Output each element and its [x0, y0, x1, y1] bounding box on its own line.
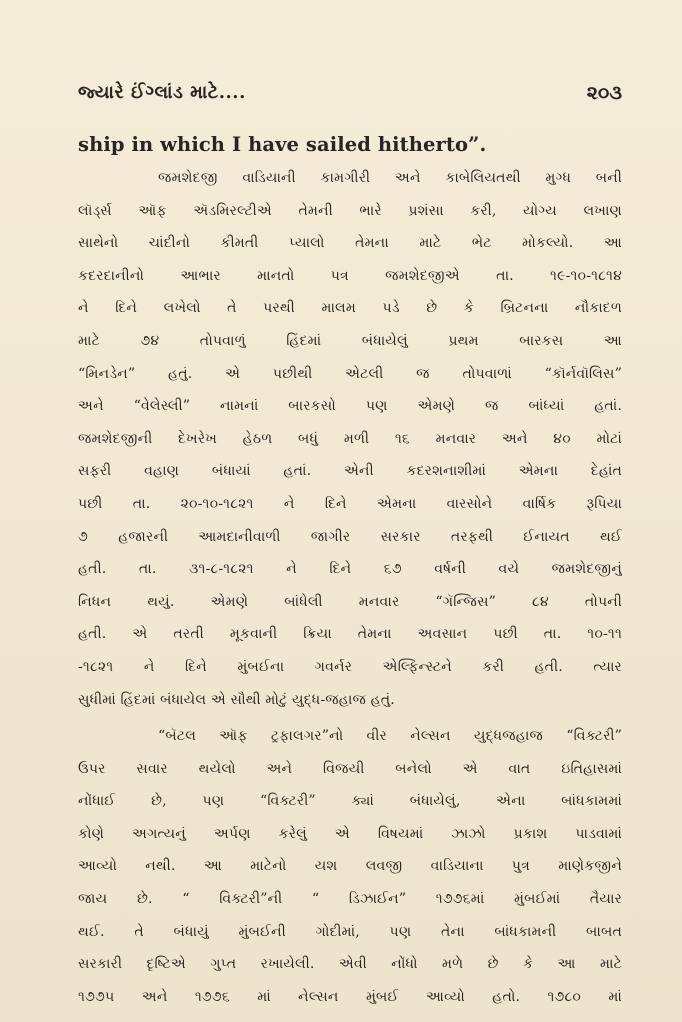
text-line: અને “વેલેસ્લી” નામનાં બારકસો પણ એમણે જ બાંધ્યાં હતાં. [78, 398, 622, 415]
text-line: -૧૮૨૧ ને દિને મુંબઈના ગવર્નર એલ્ફિન્સ્ટને કરી હતી. ત્યાર [78, 658, 622, 675]
text-line: ૧૭૭૫ અને ૧૭૭૬ માં નેલ્સન મુંબઈ આવ્યો હતો. ૧૭૮૦ માં [78, 988, 622, 1005]
text-line: જમશેદજી વાડિયાની કામગીરી અને કાબેલિયતથી મુગ્ધ બની [158, 170, 622, 186]
text-line: લૉર્ડ્સ ઑફ ઍડમિરલ્ટીએ તેમની ભારે પ્રશંસા કરી, યોગ્ય લખાણ [78, 202, 622, 219]
text-line: સાથેનો ચાંદીનો કીમતી પ્યાલો તેમના માટે ભેટ મોકલ્યો. આ [78, 235, 622, 252]
text-line: જાય છે. “ વિક્ટરી”ની “ ડિઝાઈન” ૧૭૭૬માં મુંબઈમાં તૈયાર [78, 891, 622, 908]
text-line: ઉપર સવાર થયેલો અને વિજયી બનેલો એ વાત ઇતિહાસમાં [78, 760, 622, 777]
text-line: કદરદાનીનો આભાર માનતો પત્ર જમશેદજીએ તા. ૧૯-૧૦-૧૮૧૪ [78, 267, 622, 284]
text-line: હતી. એ તરતી મૂકવાની ક્રિયા તેમના અવસાન પછી તા. ૧૦-૧૧ [78, 626, 622, 643]
text-line: કોણે અગત્યનું અર્પણ કરેલું એ વિષયમાં ઝાઝો પ્રકાશ પાડવામાં [78, 825, 622, 842]
text-line: “બૅટલ ઑફ ટ્રફાલગર”નો વીર નેલ્સન યુદ્ધજહાજ “વિક્ટરી” [158, 728, 622, 745]
text-line: ship in which I have sailed hitherto”. [78, 133, 487, 156]
body-text [78, 128, 622, 1013]
text-line: નિધન થયું. એમણે બાંધેલી મનવાર “ગૅન્જિસ” ૮૪ તોપની [78, 593, 622, 610]
text-line: પછી તા. ૨૦-૧૦-૧૮૨૧ ને દિને એમના વારસોને વાર્ષિક રૂપિયા [78, 495, 622, 512]
text-line: આવ્યો નથી. આ માટેનો યશ લવજી વાડિયાના પુત્ર માણેકજીને [78, 858, 622, 875]
page-header [78, 82, 622, 108]
text-line: “મિનડેન” હતું. એ પછીથી એટલી જ તોપવાળાં “કૉર્નવૉલિસ” [78, 365, 622, 382]
text-line: સરકારી દૃષ્ટિએ ગુપ્ત રખાયેલી. એવી નોંધો મળે છે કે આ માટે [78, 956, 622, 973]
text-line: થઈ. તે બંધાયું મુંબઈની ગોદીમાં, પણ તેના બાંધકામની બાબત [78, 923, 622, 940]
page-number: ૨૦૩ [586, 82, 622, 104]
text-line: નોંધાઈ છે, પણ “વિક્ટરી” ક્યાં બંધાયેલું, એના બાંધકામમાં [78, 793, 622, 810]
running-head: જ્યારે ઈંગ્લાંડ માટે.... [78, 82, 246, 103]
text-line: ને દિને લખેલો તે પરથી માલમ પડે છે કે બ્રિટનના નૌકાદળ [78, 300, 622, 317]
text-line: સફરી વહાણ બંધાયાં હતાં. એની કદરશનાશીમાં એમના દેહાંત [78, 463, 622, 480]
text-line: સુધીમાં હિંદમાં બંધાયેલ એ સૌથી મોટું યુદ્ધ-જહાજ હતું. [78, 691, 395, 708]
text-line: માટે ૭૪ તોપવાળું હિંદમાં બંધાયેલું પ્રથમ બારકસ આ [78, 332, 622, 349]
text-line: હતી. તા. ૩૧-૮-૧૮૨૧ ને દિને ૬૭ વર્ષની વયે જમશેદજીનું [78, 561, 622, 578]
text-line: જમશેદજીની દેખરેખ હેઠળ બધું મળી ૧૬ મનવાર અને ૪૦ મોટાં [78, 430, 622, 447]
text-line: ૭ હજારની આમદાનીવાળી જાગીર સરકાર તરફથી ઈનાયત થઈ [78, 528, 622, 545]
